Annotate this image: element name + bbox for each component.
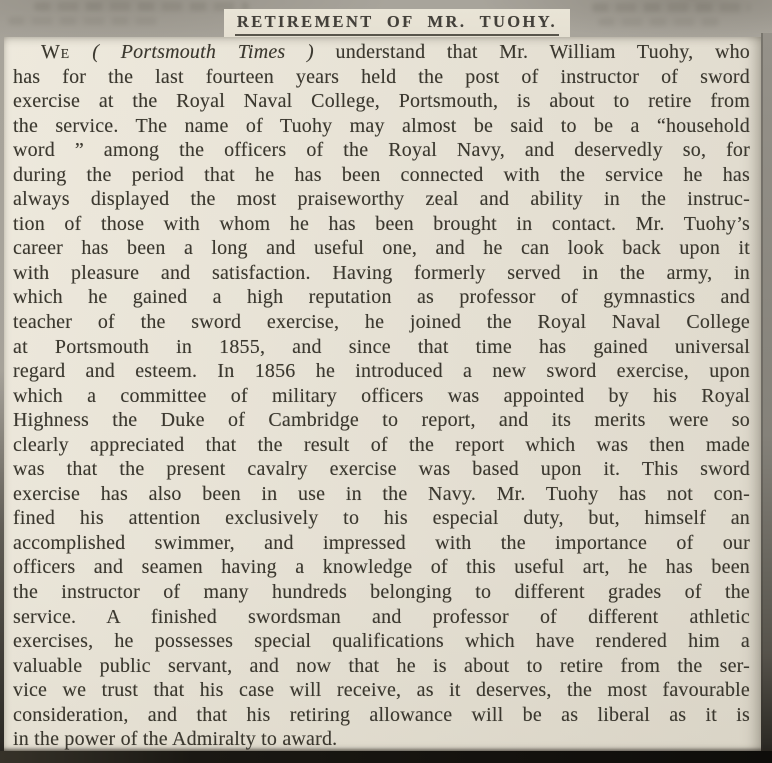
article-line: consideration, and that his retiring allowance will be as liberal as it is	[13, 703, 750, 726]
article-line: Highness the Duke of Cambridge to report, and its merits were so	[13, 409, 750, 432]
article-clipping	[4, 37, 762, 752]
page-edge-bottom	[0, 751, 772, 763]
article-line: the service. The name of Tuohy may almost be said to be a “household	[13, 114, 750, 137]
article-line: exercises, he possesses special qualifications which have rendered him a	[13, 630, 750, 653]
article-line: word ” among the officers of the Royal Navy, and deservedly so, for	[13, 139, 750, 162]
article-line: teacher of the sword exercise, he joined the Royal Naval College	[13, 311, 750, 334]
article-line: was that the present cavalry exercise was based upon it. This sword	[13, 458, 750, 481]
article-line: which a committee of military officers was appointed by his Royal	[13, 384, 750, 407]
page-edge-right	[761, 33, 772, 763]
lead-word: We	[41, 41, 93, 63]
article-line: exercise has also been in use in the Navy. Mr. Tuohy has not con-	[13, 482, 750, 505]
article-line: has for the last fourteen years held the post of instructor of sword	[13, 65, 750, 88]
page-edge-left	[0, 370, 4, 763]
article-line: exercise at the Royal Naval College, Portsmouth, is about to retire from	[13, 90, 750, 113]
article-line: during the period that he has been connected with the service he has	[13, 163, 750, 186]
article-line: officers and seamen having a knowledge of this useful art, he has been	[13, 556, 750, 579]
article-line: in the power of the Admiralty to award.	[13, 728, 338, 751]
article-line: accomplished swimmer, and impressed with the importance of our	[13, 531, 750, 554]
article-line: clearly appreciated that the result of the report which was then made	[13, 433, 750, 456]
article-headline: RETIREMENT OF MR. TUOHY.	[235, 11, 559, 36]
article-line: service. A finished swordsman and professor of different athletic	[13, 605, 750, 628]
article-line: vice we trust that his case will receive, as it deserves, the most favourable	[13, 679, 750, 702]
article-line: always displayed the most praiseworthy zeal and ability in the instruc-	[13, 188, 750, 211]
article-line: valuable public servant, and now that he is about to retire from the ser-	[13, 654, 750, 677]
article-line: fined his attention exclusively to his especial duty, but, himself an	[13, 507, 750, 530]
article-line: at Portsmouth in 1855, and since that time has gained universal	[13, 335, 750, 358]
bleedthrough-text-smudge	[598, 18, 720, 26]
bleedthrough-text-smudge	[8, 17, 158, 25]
bleedthrough-text-smudge	[592, 3, 750, 12]
article-line: with pleasure and satisfaction. Having formerly served in the army, in	[13, 261, 750, 284]
article-body	[4, 37, 762, 752]
article-line	[13, 40, 750, 65]
article-line: regard and esteem. In 1856 he introduced a new sword exercise, upon	[13, 360, 750, 383]
headline-strip	[224, 9, 570, 37]
article-line: tion of those with whom he has been brought in contact. Mr. Tuohy’s	[13, 212, 750, 235]
article-line: the instructor of many hundreds belonging to different grades of the	[13, 581, 750, 604]
bleedthrough-text-smudge	[34, 2, 249, 11]
article-line: career has been a long and useful one, and he can look back upon it	[13, 237, 750, 260]
line-text: understand that Mr. William Tuohy, who	[335, 41, 750, 63]
source-citation: ( Portsmouth Times )	[92, 41, 336, 63]
article-line: which he gained a high reputation as professor of gymnastics and	[13, 286, 750, 309]
